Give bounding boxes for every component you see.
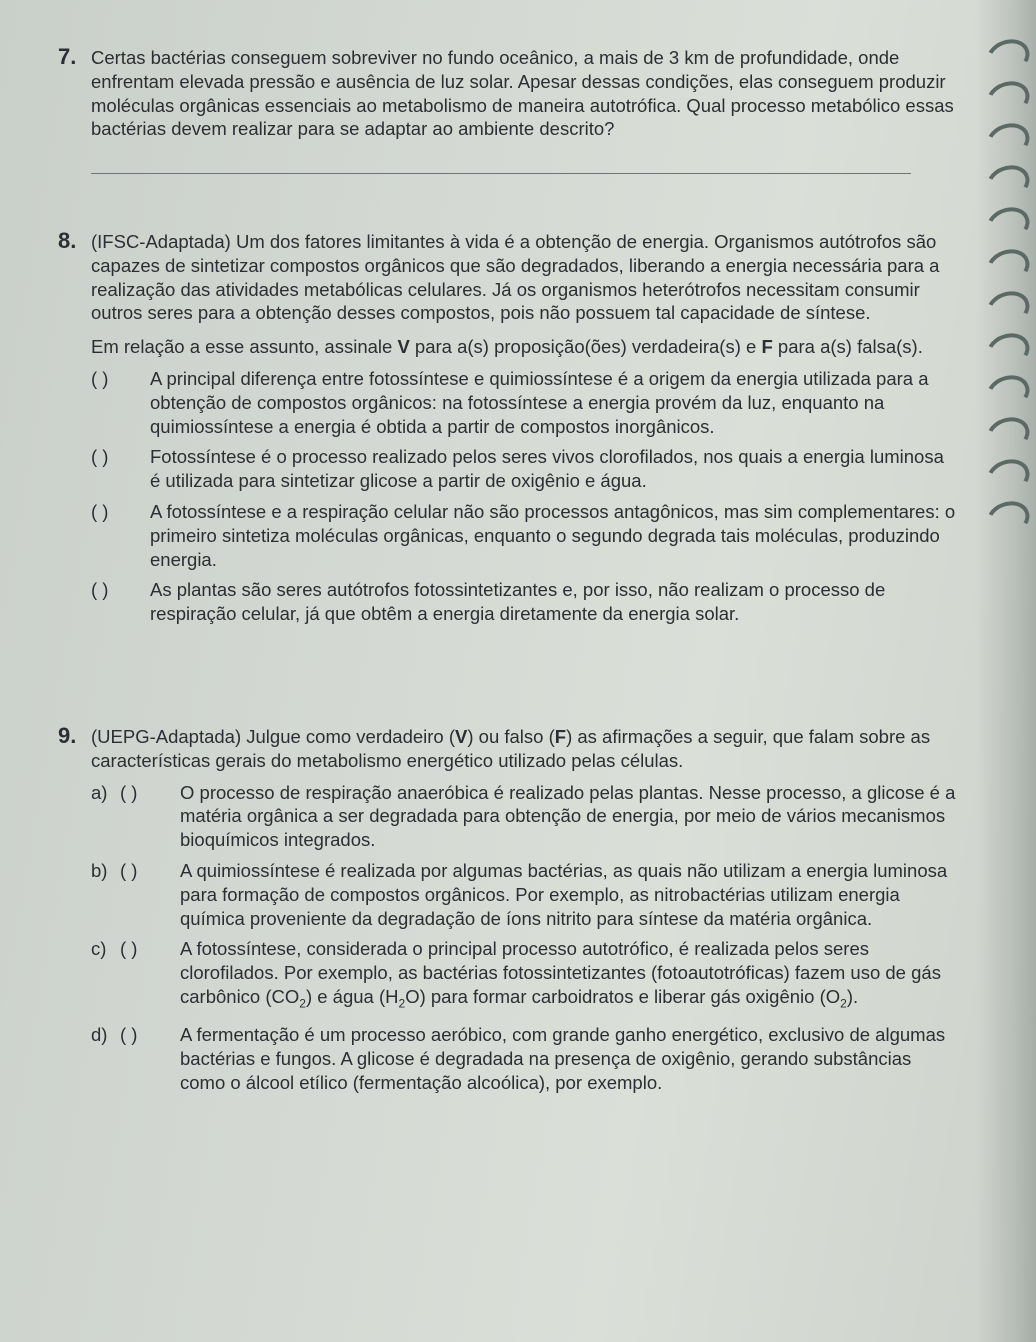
question-number: 8.	[58, 228, 77, 253]
answer-blank[interactable]: ( )	[91, 579, 109, 601]
question-8	[58, 230, 958, 633]
spiral-ring	[982, 160, 1035, 207]
answer-blank[interactable]: ( )	[91, 500, 109, 522]
item-label: d)	[91, 1024, 108, 1046]
answer-line[interactable]	[91, 173, 911, 174]
answer-blank[interactable]: ( )	[120, 781, 138, 803]
proposition-item: ( ) A fotossíntese e a respiração celular não são processos antagônicos, mas sim complementares: o primeiro sintetiza moléculas orgânicas, enquanto o segundo degrada tais moléculas, produzindo energia.	[91, 500, 956, 570]
spiral-ring	[982, 202, 1035, 249]
question-9	[58, 725, 958, 1102]
question-intro: (IFSC-Adaptada) Um dos fatores limitantes à vida é a obtenção de energia. Organismos autótrofos são capazes de sintetizar compostos orgânicos que são degradados, liberando a energia necessária para a realização das atividades metabólicas celulares. Já os organismos heterótrofos necessitam consumir outros seres para a obtenção desses compostos, pois não possuem tal capacidade de síntese.	[91, 231, 940, 324]
question-intro: (UEPG-Adaptada) Julgue como verdadeiro (V) ou falso (F) as afirmações a seguir, que falam sobre as características gerais do metabolismo energético utilizado pelas células.	[91, 726, 931, 771]
question-instruction: Em relação a esse assunto, assinale V para a(s) proposição(ões) verdadeira(s) e F para a(s) falsa(s).	[91, 336, 923, 358]
question-7	[58, 46, 958, 174]
answer-blank[interactable]: ( )	[120, 938, 138, 960]
spiral-ring	[982, 244, 1035, 291]
answer-blank[interactable]: ( )	[120, 1024, 138, 1046]
spiral-ring	[982, 496, 1035, 543]
spiral-ring	[982, 34, 1035, 81]
spiral-ring	[982, 76, 1035, 123]
proposition-item: ( ) A principal diferença entre fotossíntese e quimiossíntese é a origem da energia utilizada para a obtenção de compostos orgânicos: na fotossíntese a energia provém da luz, enquanto na quimiossíntese a energia é obtida a partir de compostos inorgânicos.	[91, 367, 929, 437]
spiral-ring	[982, 286, 1035, 333]
question-number: 7.	[58, 44, 77, 69]
answer-blank[interactable]: ( )	[91, 446, 109, 468]
statement-c: c) ( ) A fotossíntese, considerada o principal processo autotrófico, é realizada pelos seres clorofilados. Por exemplo, as bactérias fotossintetizantes (fotoautotróficas) fazem uso de gás carbônico $(CO_2)$ e água $(H_2O)$ para formar carboidratos e liberar gás oxigênio $(O_2)$.	[91, 938, 941, 1011]
statement-d: d) ( ) A fermentação é um processo aeróbico, com grande ganho energético, exclusivo de algumas bactérias e fungos. A glicose é degradada na presença de oxigênio, gerando substâncias como o álcool etílico (fermentação alcoólica), por exemplo.	[91, 1024, 946, 1094]
answer-blank[interactable]: ( )	[91, 367, 109, 389]
question-number: 9.	[58, 723, 77, 748]
spiral-ring	[982, 370, 1035, 417]
item-label: c)	[91, 938, 107, 960]
statement-a: a) ( ) O processo de respiração anaeróbica é realizado pelas plantas. Nesse processo, a glicose é a matéria orgânica a ser degradada para obtenção de energia, por meio de vários mecanismos bioquímicos integrados.	[91, 781, 956, 851]
answer-blank[interactable]: ( )	[120, 859, 138, 881]
spiral-ring	[982, 454, 1035, 501]
spiral-ring	[982, 118, 1035, 165]
notebook-spiral	[976, 0, 1036, 1342]
proposition-item: ( ) As plantas são seres autótrofos fotossintetizantes e, por isso, não realizam o processo de respiração celular, já que obtêm a energia diretamente da energia solar.	[91, 579, 886, 625]
item-label: b)	[91, 859, 108, 881]
spiral-ring	[982, 412, 1035, 459]
question-text: Certas bactérias conseguem sobreviver no fundo oceânico, a mais de 3 km de profundidade, onde enfrentam elevada pressão e ausência de luz solar. Apesar dessas condições, elas conseguem produzir moléculas orgânicas essenciais ao metabolismo de maneira autotrófica. Qual processo metabólico essas bactérias devem realizar para se adaptar ao ambiente descrito?	[91, 47, 954, 140]
spiral-ring	[982, 328, 1035, 375]
statement-b: b) ( ) A quimiossíntese é realizada por algumas bactérias, as quais não utilizam a energia luminosa para formação de compostos orgânicos. Por exemplo, as nitrobactérias utilizam energia química proveniente da degradação de íons nitrito para síntese da matéria orgânica.	[91, 859, 948, 929]
proposition-item: ( ) Fotossíntese é o processo realizado pelos seres vivos clorofilados, nos quais a energia luminosa é utilizada para sintetizar glicose a partir de oxigênio e água.	[91, 446, 944, 492]
item-label: a)	[91, 781, 108, 803]
